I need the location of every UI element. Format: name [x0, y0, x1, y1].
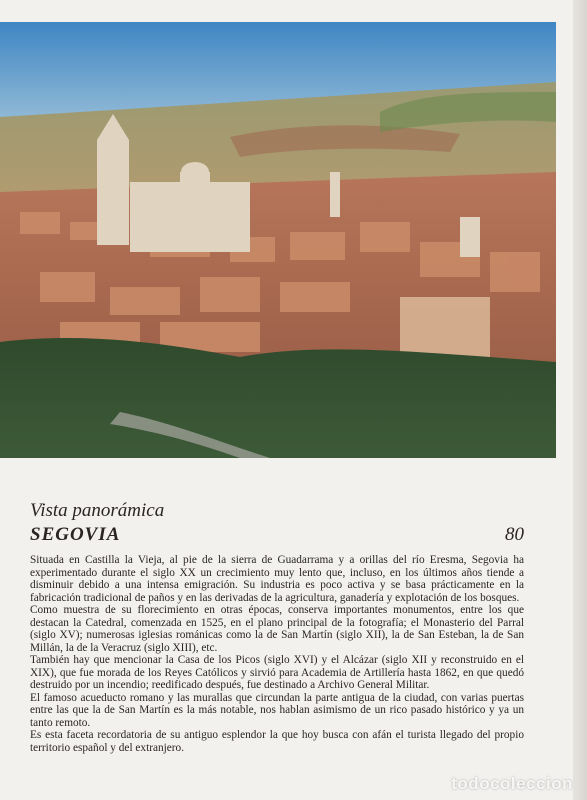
- watermark-logo: todocoleccion: [451, 774, 573, 793]
- aerial-photo-segovia: [0, 22, 556, 458]
- description-text: [30, 554, 524, 754]
- description-paragraph: El famoso acueducto romano y las murallas que circundan la parte antigua de la ciudad, con varias puertas entre las que la de San Martín es la más notable, nos hablan asimismo de un rico pasado histórico y ya un tanto remoto.: [30, 691, 524, 729]
- page-edge: [573, 0, 587, 800]
- description-paragraph: Situada en Castilla la Vieja, al pie de la sierra de Guadarrama y a orillas del río Eresma, Segovia ha experimentado durante el siglo XX un crecimiento muy lento que, incluso, en los últimos años tiende a disminuir debido a una intensa emigración. Su industria es poco activa y se basa prácticamente en la fabricación tradicional de paños y en las derivadas de la agricultura, ganadería y explotación de los bosques.: [30, 554, 524, 604]
- caption-title-row: [30, 524, 524, 546]
- description-paragraph: Es esta faceta recordatoria de su antiguo esplendor la que hoy busca con afán el turista llegado del propio territorio español y del extranjero.: [30, 729, 524, 754]
- description-paragraph: También hay que mencionar la Casa de los Picos (siglo XVI) y el Alcázar (siglo XII y reconstruido en el XIX), que fue morada de los Reyes Católicos y sirvió para Academia de Artillería hasta 1862, en que quedó destruido por un incendio; reedificado después, fue destinado a Archivo General Militar.: [30, 654, 524, 691]
- description-paragraph: Como muestra de su florecimiento en otras épocas, conserva importantes monumentos, entre los que destacan la Catedral, comenzada en 1525, en el plano principal de la fotografía; el Monasterio del Parral (siglo XV); numerosas iglesias románicas como la de San Martín (siglo XII), la de San Esteban, la de San Millán, la de la Veracruz (siglo XIII), etc.: [30, 604, 524, 654]
- caption-subtitle: Vista panorámica: [30, 500, 165, 521]
- plate-number: 80: [505, 524, 524, 545]
- aerial-photo-illustration: [0, 22, 556, 458]
- caption-title: SEGOVIA: [30, 524, 121, 545]
- caption-block: [30, 500, 524, 754]
